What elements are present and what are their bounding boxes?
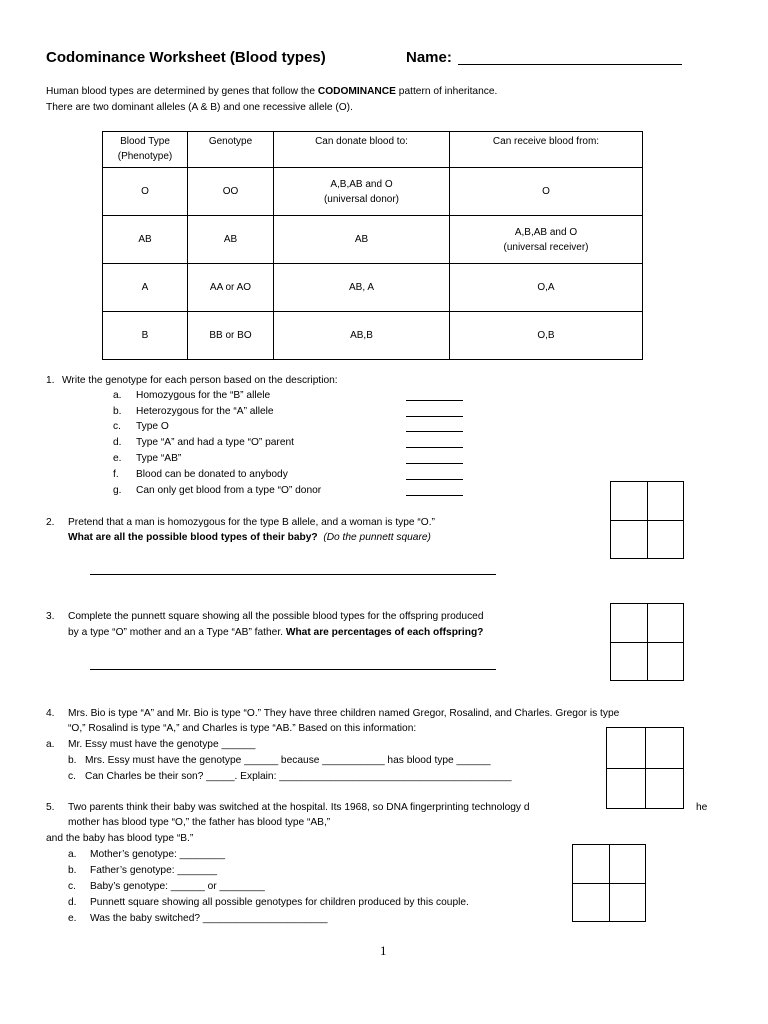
table-row (103, 168, 643, 216)
q5-item-text: Punnett square showing all possible genotypes for children produced by this couple. (90, 897, 469, 908)
q2-line-1: Pretend that a man is homozygous for the type B allele, and a woman is type “O.” (68, 517, 435, 528)
table-cell: B (103, 312, 188, 360)
header-phenotype: Blood Type (Phenotype) (103, 132, 188, 168)
q4-number: 4. (46, 708, 55, 719)
punnett-square[interactable] (610, 603, 684, 681)
q1-item-letter: e. (113, 453, 122, 464)
table-cell: A (103, 264, 188, 312)
q5-item-text: Mother’s genotype: ________ (90, 849, 225, 860)
table-header-row (103, 132, 643, 168)
q4-line-1: Mrs. Bio is type “A” and Mr. Bio is type “O.” They have three children named Gregor, Rosalind, and Charles. Gregor is type (68, 708, 620, 719)
page-number: 1 (380, 943, 387, 958)
q3-number: 3. (46, 611, 55, 622)
punnett-square[interactable] (572, 844, 646, 922)
q1-text: Write the genotype for each person based on the description: (62, 375, 338, 386)
q4-item-b: Mrs. Essy must have the genotype ______ because ___________ has blood type ______ (85, 755, 491, 766)
table-cell: A,B,AB and O (universal receiver) (450, 216, 643, 264)
q5-line-1-end: he (696, 802, 708, 813)
q1-answer-blank[interactable] (406, 479, 463, 480)
table-cell: AB, A (274, 264, 450, 312)
q3-answer-line[interactable] (90, 669, 496, 670)
q4-item-a: Mr. Essy must have the genotype ______ (68, 739, 256, 750)
table-cell: AB (188, 216, 274, 264)
name-blank-line (458, 64, 682, 65)
table-cell: AB (274, 216, 450, 264)
table-cell: AB,B (274, 312, 450, 360)
q2-number: 2. (46, 517, 55, 528)
q1-item-text: Homozygous for the “B” allele (136, 390, 271, 401)
q1-answer-blank[interactable] (406, 400, 463, 401)
header-donate: Can donate blood to: (274, 132, 450, 168)
table-cell: O (450, 168, 643, 216)
q4-item-letter: a. (46, 739, 55, 750)
q1-item-letter: g. (113, 485, 122, 496)
punnett-square[interactable] (606, 727, 684, 809)
table-cell: AA or AO (188, 264, 274, 312)
table-row (103, 264, 643, 312)
q5-item-letter: e. (68, 913, 77, 924)
intro-line-2: There are two dominant alleles (A & B) and one recessive allele (O). (46, 102, 353, 113)
q2-line-2: What are all the possible blood types of their baby? (Do the punnett square) (68, 532, 431, 543)
q1-item-letter: c. (113, 421, 121, 432)
q1-answer-blank[interactable] (406, 431, 463, 432)
intro-line-1: Human blood types are determined by genes that follow the CODOMINANCE pattern of inheritance. (46, 86, 498, 97)
table-cell: A,B,AB and O (universal donor) (274, 168, 450, 216)
table-cell: O (103, 168, 188, 216)
q1-item-text: Heterozygous for the “A” allele (136, 406, 274, 417)
q1-item-letter: d. (113, 437, 122, 448)
header-genotype: Genotype (188, 132, 274, 168)
name-label: Name: (406, 49, 452, 66)
blood-type-table (102, 131, 643, 360)
q2-answer-line[interactable] (90, 574, 496, 575)
worksheet-title: Codominance Worksheet (Blood types) (46, 49, 326, 66)
q5-item-text: Baby’s genotype: ______ or ________ (90, 881, 265, 892)
q4-line-2: “O,” Rosalind is type “A,” and Charles is type “AB.” Based on this information: (68, 723, 417, 734)
q1-number: 1. (46, 375, 55, 386)
table-row (103, 312, 643, 360)
q5-line-2: mother has blood type “O,” the father has blood type “AB,” (68, 817, 331, 828)
punnett-square[interactable] (610, 481, 684, 559)
q1-item-text: Type “A” and had a type “O” parent (136, 437, 294, 448)
q1-item-letter: b. (113, 406, 122, 417)
q1-item-text: Type “AB” (136, 453, 182, 464)
q4-item-c: Can Charles be their son? _____. Explain: _________________________________________ (85, 771, 512, 782)
q5-number: 5. (46, 802, 55, 813)
table-row (103, 216, 643, 264)
table-cell: AB (103, 216, 188, 264)
q5-line-3: and the baby has blood type “B.” (46, 833, 194, 844)
table-cell: BB or BO (188, 312, 274, 360)
q1-answer-blank[interactable] (406, 416, 463, 417)
q5-item-text: Was the baby switched? ______________________ (90, 913, 328, 924)
q1-item-letter: f. (113, 469, 119, 480)
q5-item-letter: b. (68, 865, 77, 876)
table-cell: OO (188, 168, 274, 216)
q4-item-letter: c. (68, 771, 76, 782)
table-cell: O,A (450, 264, 643, 312)
q4-item-letter: b. (68, 755, 77, 766)
q1-answer-blank[interactable] (406, 463, 463, 464)
q1-answer-blank[interactable] (406, 447, 463, 448)
table-cell: O,B (450, 312, 643, 360)
q1-item-text: Type O (136, 421, 169, 432)
q1-item-letter: a. (113, 390, 122, 401)
q5-item-letter: a. (68, 849, 77, 860)
q5-item-letter: d. (68, 897, 77, 908)
q3-line-1: Complete the punnett square showing all the possible blood types for the offspring produced (68, 611, 484, 622)
q3-line-2: by a type “O” mother and an a Type “AB” father. What are percentages of each offspring? (68, 627, 484, 638)
q5-line-1: Two parents think their baby was switched at the hospital. Its 1968, so DNA fingerprinting technology d (68, 802, 530, 813)
q5-item-letter: c. (68, 881, 76, 892)
q1-item-text: Can only get blood from a type “O” donor (136, 485, 322, 496)
q1-item-text: Blood can be donated to anybody (136, 469, 288, 480)
q1-answer-blank[interactable] (406, 495, 463, 496)
q5-item-text: Father’s genotype: _______ (90, 865, 218, 876)
header-receive: Can receive blood from: (450, 132, 643, 168)
